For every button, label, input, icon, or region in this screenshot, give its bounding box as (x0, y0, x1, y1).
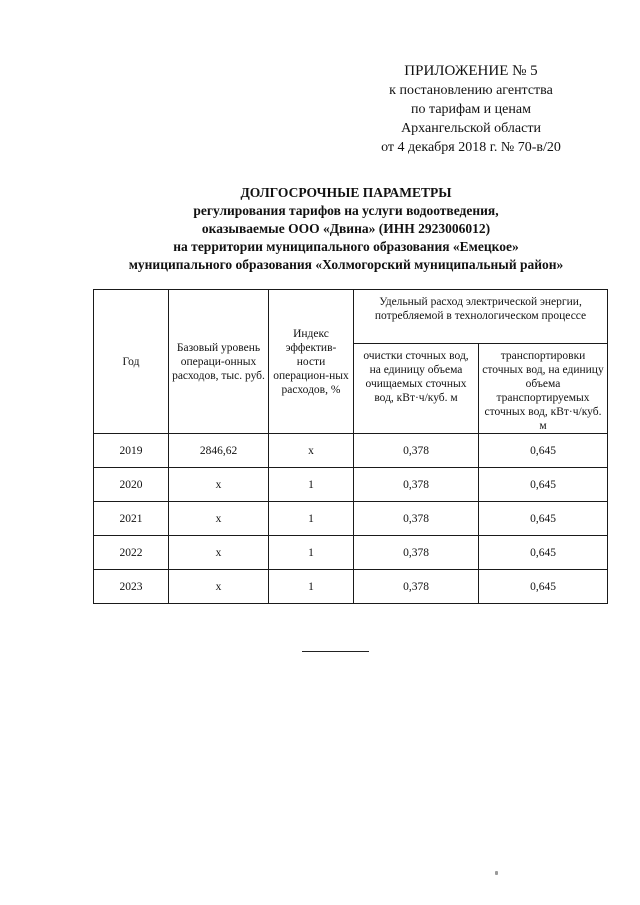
cell-efficiency-index: 1 (269, 502, 354, 536)
header-energy-transport: транспортировки сточных вод, на единицу объема транспортируемых сточных вод, кВт·ч/куб. м (479, 344, 608, 434)
cell-energy-transport: 0,645 (479, 502, 608, 536)
cell-energy-transport: 0,645 (479, 434, 608, 468)
cell-energy-transport: 0,645 (479, 570, 608, 604)
header-energy-treatment: очистки сточных вод, на единицу объема очищаемых сточных вод, кВт·ч/куб. м (354, 344, 479, 434)
appendix-block (360, 62, 582, 157)
title-line: оказываемые ООО «Двина» (ИНН 2923006012) (201, 221, 491, 236)
header-efficiency-index: Индекс эффектив-ности операцион-ных расходов, % (269, 290, 354, 434)
cell-year: 2021 (94, 502, 169, 536)
title-line: ДОЛГОСРОЧНЫЕ ПАРАМЕТРЫ (240, 185, 452, 200)
appendix-line: к постановлению агентства (389, 83, 553, 98)
table-row (94, 536, 608, 570)
cell-year: 2023 (94, 570, 169, 604)
header-year: Год (94, 290, 169, 434)
end-rule (302, 651, 369, 652)
document-title (90, 184, 602, 274)
cell-energy-treatment: 0,378 (354, 502, 479, 536)
table-header-row (94, 290, 608, 344)
cell-energy-treatment: 0,378 (354, 570, 479, 604)
header-base-level: Базовый уровень операци-онных расходов, тыс. руб. (169, 290, 269, 434)
cell-efficiency-index: 1 (269, 570, 354, 604)
cell-energy-treatment: 0,378 (354, 434, 479, 468)
cell-base-level: 2846,62 (169, 434, 269, 468)
title-line: на территории муниципального образования «Емецкое» (173, 239, 519, 254)
appendix-line: от 4 декабря 2018 г. № 70-в/20 (381, 140, 561, 155)
appendix-line: Архангельской области (401, 121, 541, 136)
cell-base-level: x (169, 536, 269, 570)
table-row (94, 570, 608, 604)
cell-base-level: x (169, 502, 269, 536)
header-energy-consumption: Удельный расход электрической энергии, потребляемой в технологическом процессе (354, 290, 608, 344)
table-row (94, 502, 608, 536)
appendix-heading: ПРИЛОЖЕНИЕ № 5 (404, 63, 538, 79)
parameters-table (93, 289, 608, 604)
title-line: регулирования тарифов на услуги водоотведения, (193, 203, 499, 218)
cell-efficiency-index: x (269, 434, 354, 468)
cell-year: 2020 (94, 468, 169, 502)
title-line: муниципального образования «Холмогорский муниципальный район» (128, 257, 564, 272)
cell-energy-treatment: 0,378 (354, 536, 479, 570)
cell-energy-transport: 0,645 (479, 468, 608, 502)
cell-year: 2022 (94, 536, 169, 570)
cell-base-level: x (169, 468, 269, 502)
cell-year: 2019 (94, 434, 169, 468)
cell-efficiency-index: 1 (269, 468, 354, 502)
cell-energy-transport: 0,645 (479, 536, 608, 570)
cell-energy-treatment: 0,378 (354, 468, 479, 502)
table-row (94, 434, 608, 468)
cell-base-level: x (169, 570, 269, 604)
scan-speck (495, 871, 498, 875)
table-row (94, 468, 608, 502)
cell-efficiency-index: 1 (269, 536, 354, 570)
appendix-line: по тарифам и ценам (411, 102, 531, 117)
